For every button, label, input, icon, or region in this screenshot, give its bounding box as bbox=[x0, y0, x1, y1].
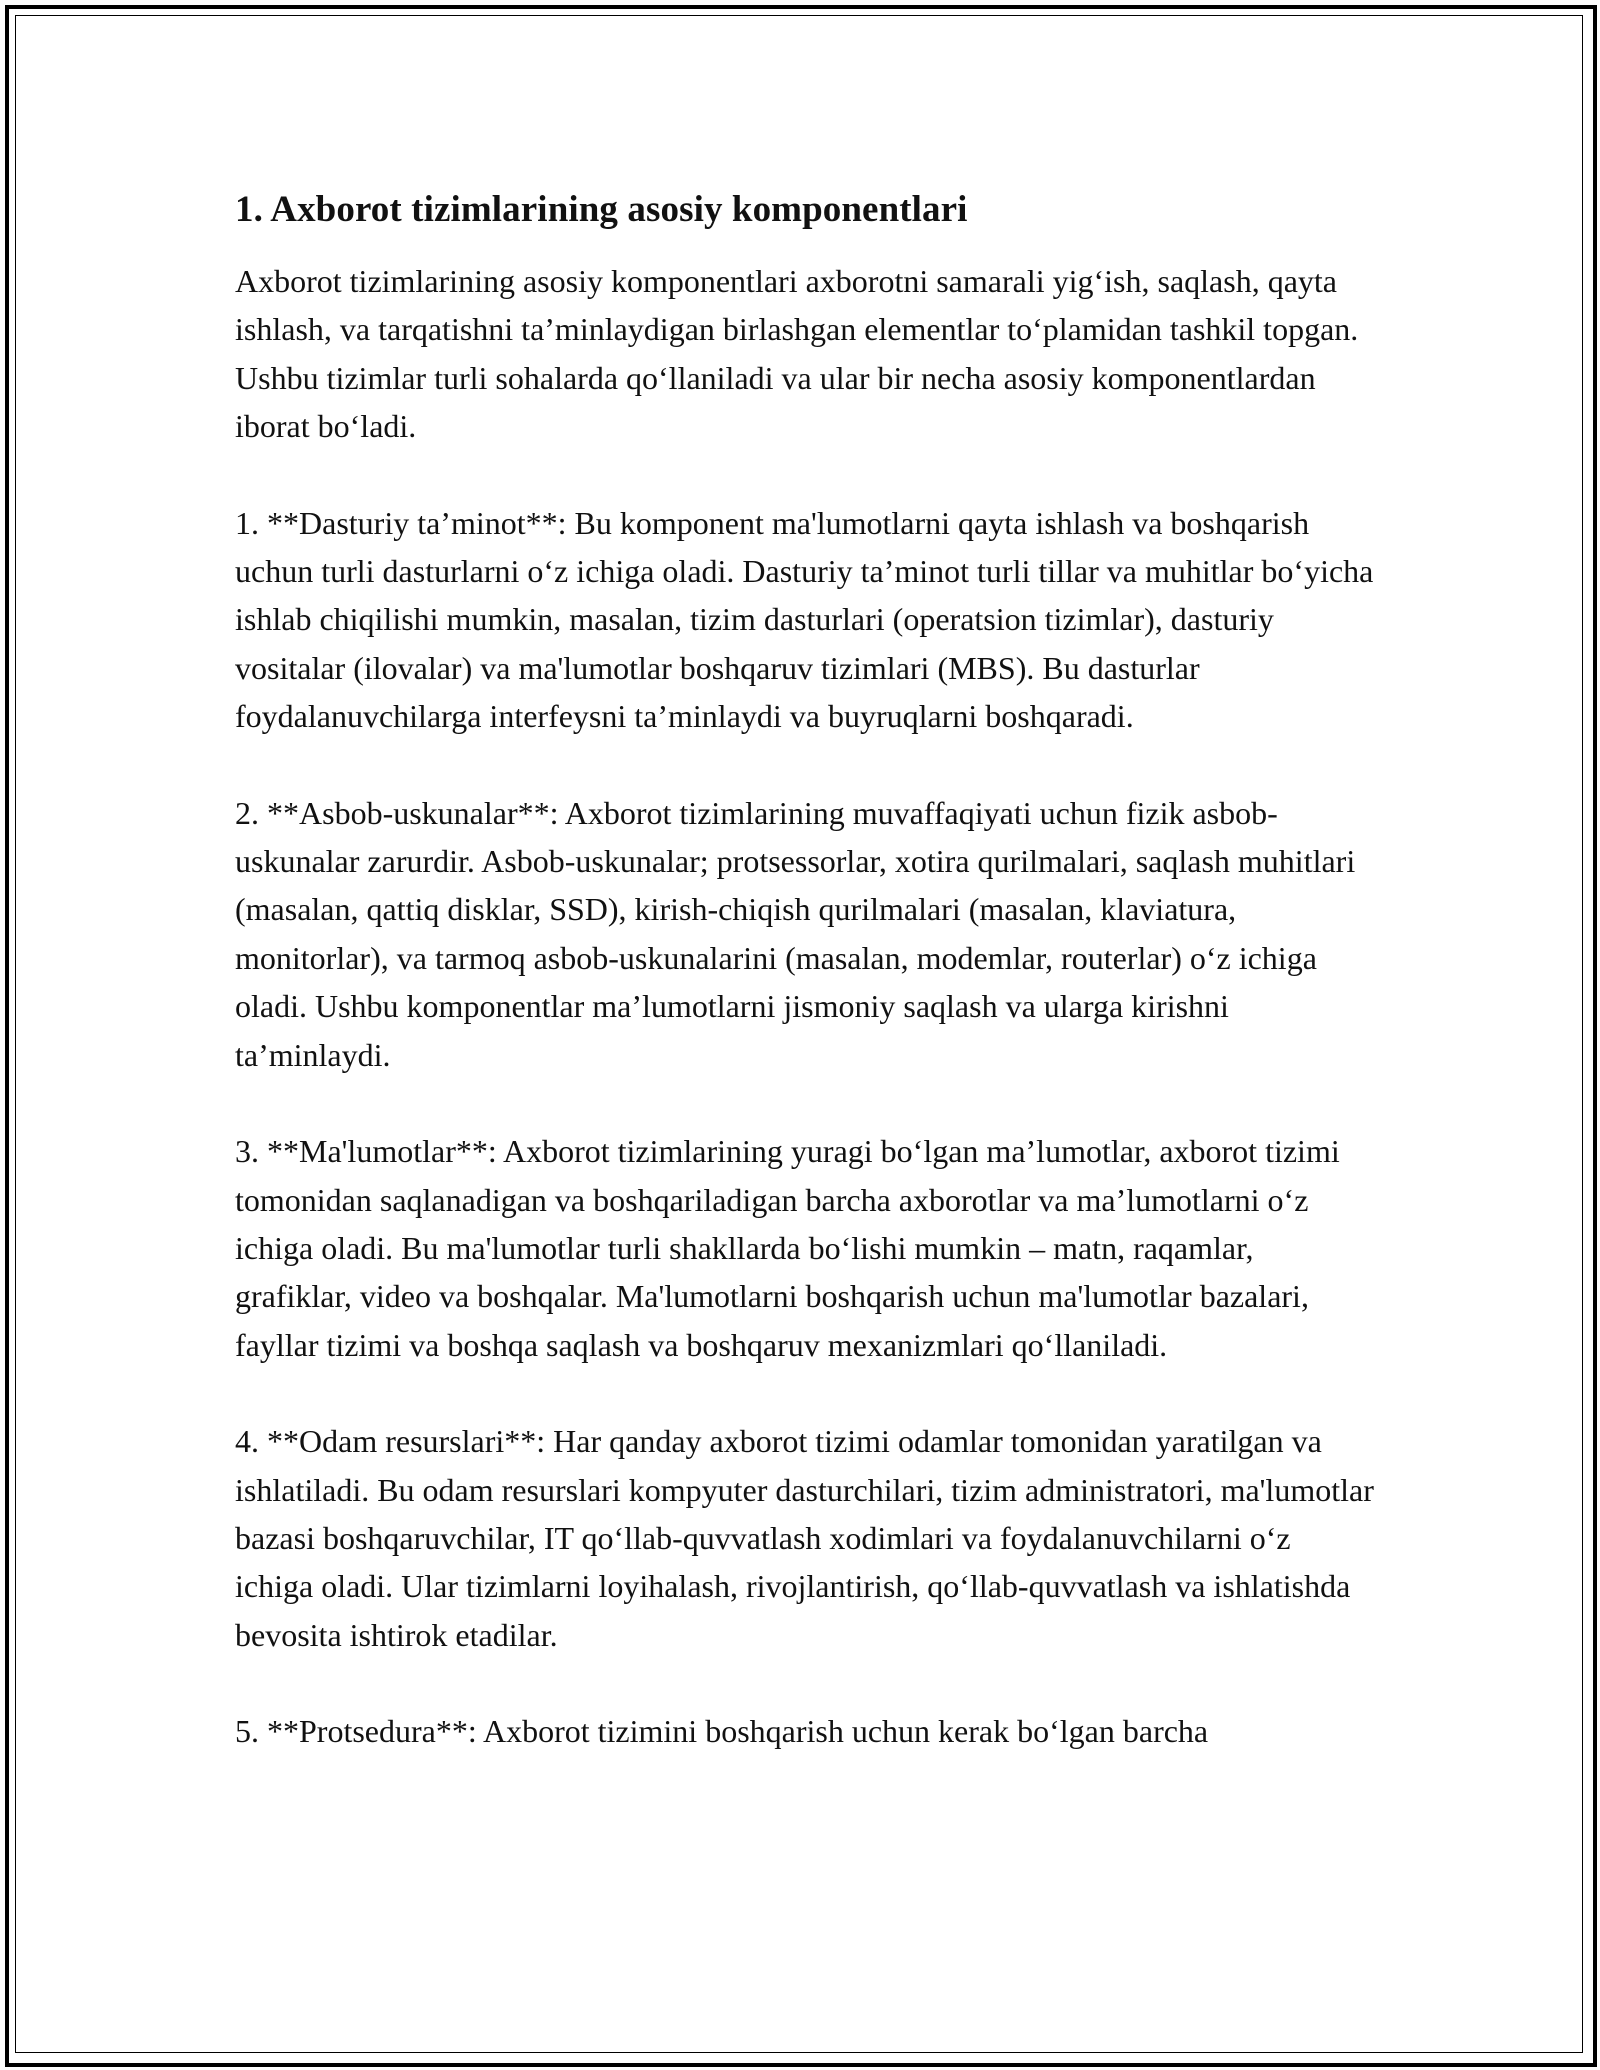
document-body bbox=[235, 186, 1375, 1804]
paragraph-procedures: 5. **Protsedura**: Axborot tizimini boshqarish uchun kerak bo‘lgan barcha bbox=[235, 1713, 1209, 1750]
section-heading: 1. Axborot tizimlarining asosiy komponentlari bbox=[235, 189, 968, 230]
paragraph-hardware: 2. **Asbob-uskunalar**: Axborot tizimlarining muvaffaqiyati uchun fizik asbob-uskunalar zarurdir. Asbob-uskunalar; protsessorlar, xotira qurilmalari, saqlash muhitlari (masalan, qattiq disklar, SSD), kirish-chiqish qurilmalari (masalan, klaviatura, monitorlar), va tarmoq asbob-uskunalarini (masalan, modemlar, routerlar) o‘z ichiga oladi. Ushbu komponentlar ma’lumotlarni jismoniy saqlash va ularga kirishni ta’minlaydi. bbox=[235, 794, 1356, 1073]
intro-paragraph: Axborot tizimlarining asosiy komponentlari axborotni samarali yig‘ish, saqlash, qayta ishlash, va tarqatishni ta’minlaydigan birlashgan elementlar to‘plamidan tashkil topgan. Ushbu tizimlar turli sohalarda qo‘llaniladi va ular bir necha asosiy komponentlardan iborat bo‘ladi. bbox=[235, 263, 1359, 445]
paragraph-software: 1. **Dasturiy ta’minot**: Bu komponent ma'lumotlarni qayta ishlash va boshqarish uchun turli dasturlarni o‘z ichiga oladi. Dasturiy ta’minot turli tillar va muhitlar bo‘yicha ishlab chiqilishi mumkin, masalan, tizim dasturlari (operatsion tizimlar), dasturiy vositalar (ilovalar) va ma'lumotlar boshqaruv tizimlari (MBS). Bu dasturlar foydalanuvchilarga interfeysni ta’minlaydi va buyruqlarni boshqaradi. bbox=[235, 504, 1374, 735]
paragraph-data: 3. **Ma'lumotlar**: Axborot tizimlarining yuragi bo‘lgan ma’lumotlar, axborot tizimi tomonidan saqlanadigan va boshqariladigan barcha axborotlar va ma’lumotlarni o‘z ichiga oladi. Bu ma'lumotlar turli shakllarda bo‘lishi mumkin – matn, raqamlar, grafiklar, video va boshqalar. Ma'lumotlarni boshqarish uchun ma'lumotlar bazalari, fayllar tizimi va boshqa saqlash va boshqaruv mexanizmlari qo‘llaniladi. bbox=[235, 1133, 1340, 1363]
paragraph-human-resources: 4. **Odam resurslari**: Har qanday axborot tizimi odamlar tomonidan yaratilgan va ishlatiladi. Bu odam resurslari kompyuter dasturchilari, tizim administratori, ma'lumotlar bazasi boshqaruvchilar, IT qo‘llab-quvvatlash xodimlari va foydalanuvchilarni o‘z ichiga oladi. Ular tizimlarni loyihalash, rivojlantirish, qo‘llab-quvvatlash va ishlatishda bevosita ishtirok etadilar. bbox=[235, 1423, 1374, 1653]
